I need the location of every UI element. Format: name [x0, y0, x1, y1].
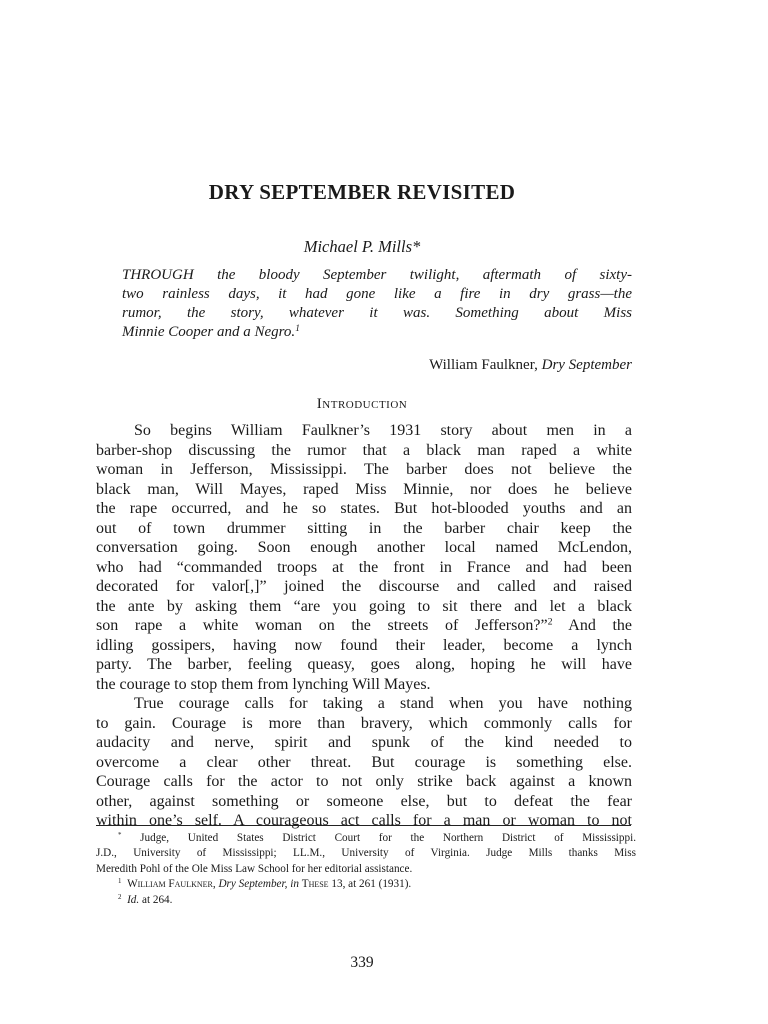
body-line: out of town drummer sitting in the barber chair keep the: [96, 519, 632, 537]
footnote-1-author: William Faulkner,: [127, 878, 216, 891]
body-text: [96, 421, 632, 831]
body-line: barber-shop discussing the rumor that a black man raped a white: [96, 441, 632, 459]
body-line: black man, Will Mayes, raped Miss Minnie, nor does he believe: [96, 480, 632, 498]
body-line: Courage calls for the actor to not only strike back against a known: [96, 773, 632, 790]
footnote-2-mark: 2: [118, 892, 122, 901]
body-line: woman in Jefferson, Mississippi. The barber does not believe the: [96, 461, 632, 478]
footnotes: [96, 831, 636, 908]
footnote-1-cite: 13, at 261 (1931).: [331, 878, 412, 891]
body-line: idling gossipers, having now found their leader, become a lynch: [96, 636, 632, 654]
attribution-author: William Faulkner,: [429, 357, 538, 373]
body-line: decorated for valor[,]” joined the discourse and called and raised: [96, 578, 632, 595]
body-line-text: son rape a white woman on the streets of Jefferson?”: [96, 617, 548, 634]
body-line: the rape occurred, and he so states. But hot-blooded youths and an: [96, 500, 632, 517]
body-line: the courage to stop them from lynching Will Mayes.: [96, 675, 431, 693]
footnote-1-work: Dry September,: [218, 878, 288, 891]
footnote-1: [96, 877, 636, 892]
body-line: to gain. Courage is more than bravery, which commonly calls for: [96, 714, 632, 732]
body-line: So begins William Faulkner’s 1931 story about men in a: [134, 422, 632, 439]
epigraph-line: two rainless days, it had gone like a fire in dry grass—the: [122, 286, 632, 302]
epigraph-line: rumor, the story, whatever it was. Something about Miss: [122, 305, 632, 321]
body-line: within one’s self. A courageous act calls for a man or woman to not: [96, 812, 632, 829]
footnote-star-mark: *: [118, 831, 122, 840]
footnote-ref-1: 1: [295, 323, 300, 334]
body-line: True courage calls for taking a stand when you have nothing: [134, 695, 632, 712]
body-line: other, against something or someone else, but to defeat the fear: [96, 792, 632, 810]
body-line: party. The barber, feeling queasy, goes along, hoping he will have: [96, 656, 632, 673]
epigraph: [122, 266, 632, 342]
footnote-1-mark: 1: [118, 877, 122, 886]
footnote-ref-2: 2: [547, 616, 553, 628]
body-line-tail: And the: [552, 617, 633, 634]
footnote-star-line: Meredith Pohl of the Ole Miss Law School for her editorial assistance.: [96, 862, 413, 875]
footnote-1-collection: These: [301, 878, 329, 891]
footnote-divider: [96, 825, 631, 826]
article-author: Michael P. Mills*: [303, 237, 421, 256]
body-line: the ante by asking them “are you going to sit there and let a black: [96, 597, 632, 615]
section-heading: Introduction: [316, 396, 408, 412]
footnote-2: [96, 893, 636, 908]
attribution-work: Dry September: [541, 357, 632, 373]
epigraph-line: THROUGH the bloody September twilight, aftermath of sixty-: [122, 267, 632, 283]
epigraph-line-text: Minnie Cooper and a Negro.: [122, 324, 296, 340]
body-line: [96, 616, 632, 636]
footnote-star-text: Judge, United States District Court for the Northern District of Mississippi.: [140, 832, 636, 844]
footnote-2-cite: at 264.: [141, 893, 173, 906]
body-line: who had “commanded troops at the front in France and had been: [96, 558, 632, 576]
footnote-2-id: Id.: [127, 893, 140, 906]
body-line: audacity and nerve, spirit and spunk of the kind needed to: [96, 734, 632, 751]
epigraph-line: [122, 323, 632, 342]
footnote-star-line: [96, 831, 636, 846]
footnote-star-line: J.D., University of Mississippi; LL.M., University of Virginia. Judge Mills thanks Miss: [96, 847, 636, 860]
epigraph-attribution: [122, 357, 632, 374]
page-number: 339: [350, 954, 374, 971]
article-title: DRY SEPTEMBER REVISITED: [208, 180, 516, 204]
body-line: conversation going. Soon enough another local named McLendon,: [96, 539, 632, 556]
footnote-1-in: in: [290, 878, 299, 891]
body-line: overcome a clear other threat. But courage is something else.: [96, 753, 632, 771]
